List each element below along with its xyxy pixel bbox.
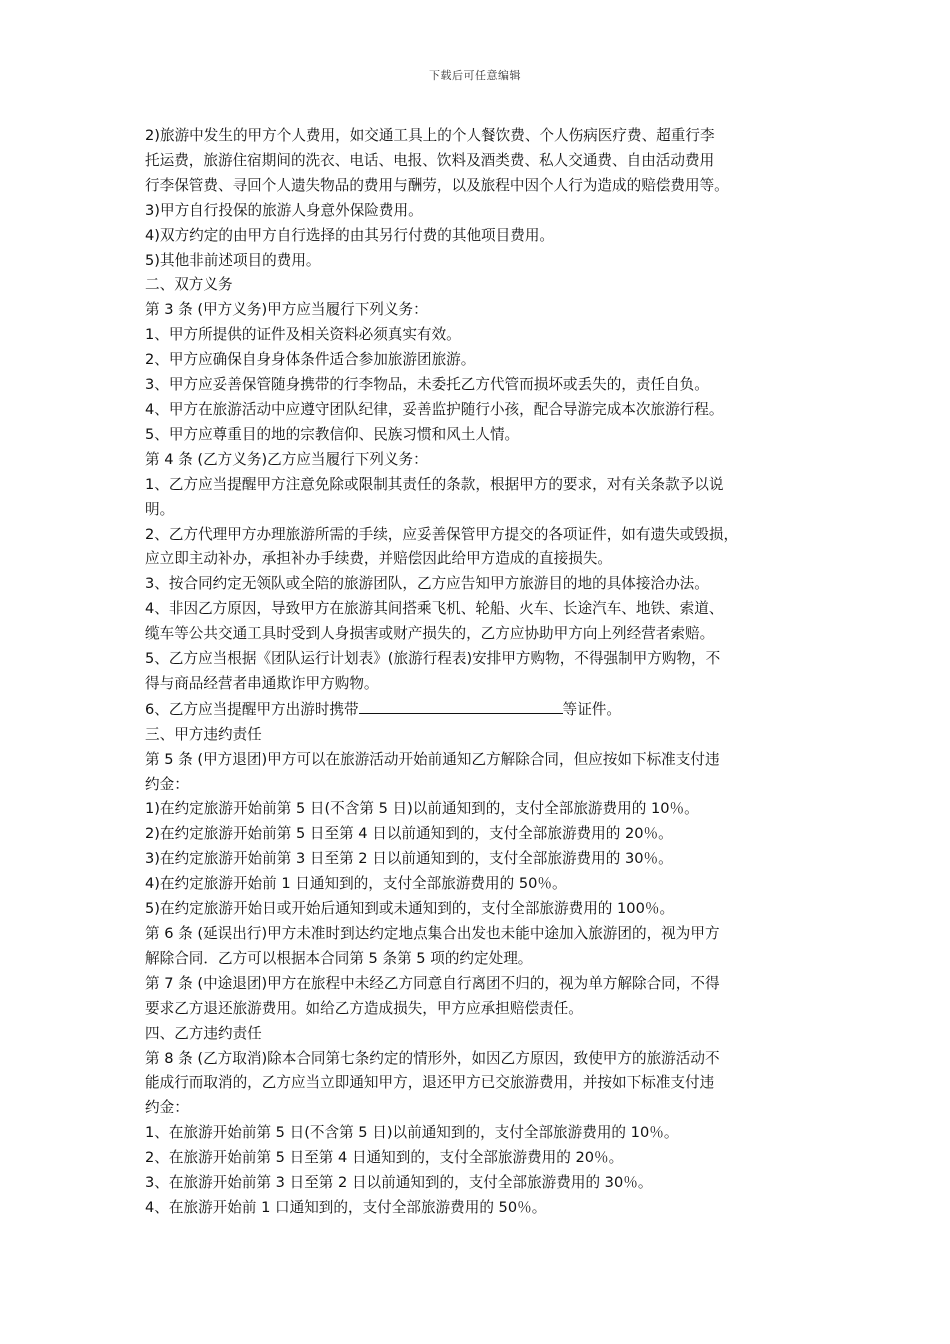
text-line: 3、按合同约定无领队或全陪的旅游团队，乙方应告知甲方旅游目的地的具体接洽办法。 [145,575,709,593]
text-line: 约金： [145,775,189,793]
text-line: 3)在约定旅游开始前第 3 日至第 2 日以前通知到的，支付全部旅游费用的 30％。 [145,850,673,868]
text-line: 2、乙方代理甲方办理旅游所需的手续，应妥善保管甲方提交的各项证件，如有遗失或毁损， [145,525,739,543]
text-line: 4、非因乙方原因，导致甲方在旅游其间搭乘飞机、轮船、火车、长途汽车、地铁、索道、 [145,600,724,618]
fill-in-line [145,697,813,723]
text-line: 缆车等公共交通工具时受到人身损害或财产损失的，乙方应协助甲方向上列经营者索赔。 [145,625,715,643]
page-header: 下载后可任意编辑 [429,69,521,82]
article-heading: 第 5 条 (甲方退团)甲方可以在旅游活动开始前通知乙方解除合同，但应按如下标准支付违 [145,750,720,768]
text-line: 4)在约定旅游开始前 1 日通知到的，支付全部旅游费用的 50％。 [145,875,567,893]
article-heading: 第 7 条 (中途退团)甲方在旅程中未经乙方同意自行离团不归的，视为单方解除合同，不得 [145,974,720,992]
text-line: 2、在旅游开始前第 5 日至第 4 日通知到的，支付全部旅游费用的 20％。 [145,1149,624,1167]
fill-in-prefix: 6、乙方应当提醒甲方出游时携带 [145,700,359,718]
text-line: 2、甲方应确保自身身体条件适合参加旅游团旅游。 [145,351,476,369]
text-line: 明。 [145,500,175,518]
text-line: 5)其他非前述项目的费用。 [145,251,321,269]
text-line: 1、乙方应当提醒甲方注意免除或限制其责任的条款，根据甲方的要求，对有关条款予以说 [145,475,724,493]
text-line: 2)旅游中发生的甲方个人费用，如交通工具上的个人餐饮费、个人伤病医疗费、超重行李 [145,127,715,144]
text-line: 5)在约定旅游开始日或开始后通知到或未通知到的，支付全部旅游费用的 100％。 [145,900,675,918]
text-line: 5、甲方应尊重目的地的宗教信仰、民族习惯和风土人情。 [145,425,520,443]
section-heading: 二、双方义务 [145,276,233,294]
section-heading: 四、乙方违约责任 [145,1024,262,1042]
text-line: 1)在约定旅游开始前第 5 日(不含第 5 日)以前通知到的，支付全部旅游费用的 10％。 [145,800,699,818]
text-line: 得与商品经营者串通欺诈甲方购物。 [145,674,379,692]
text-line: 3、在旅游开始前第 3 日至第 2 日以前通知到的，支付全部旅游费用的 30％。 [145,1174,653,1192]
text-line: 5、乙方应当根据《团队运行计划表》(旅游行程表)安排甲方购物，不得强制甲方购物，不 [145,650,721,668]
fill-in-suffix: 等证件。 [562,700,621,718]
article-heading: 第 4 条 (乙方义务)乙方应当履行下列义务： [145,450,428,468]
text-line: 4)双方约定的由甲方自行选择的由其另行付费的其他项目费用。 [145,226,555,244]
text-line: 1、在旅游开始前第 5 日(不含第 5 日)以前通知到的，支付全部旅游费用的 10％。 [145,1124,679,1142]
fill-in-blank[interactable] [359,697,563,714]
text-line: 2)在约定旅游开始前第 5 日至第 4 日以前通知到的，支付全部旅游费用的 20％。 [145,825,673,843]
text-line: 4、在旅游开始前 1 口通知到的，支付全部旅游费用的 50％。 [145,1198,547,1216]
text-line: 托运费，旅游住宿期间的洗衣、电话、电报、饮料及酒类费、私人交通费、自由活动费用 [145,151,715,169]
text-line: 4、甲方在旅游活动中应遵守团队纪律，妥善监护随行小孩，配合导游完成本次旅游行程。 [145,400,724,418]
text-line: 行李保管费、寻回个人遗失物品的费用与酬劳，以及旅程中因个人行为造成的赔偿费用等。 [145,176,729,194]
article-heading: 第 6 条 (延误出行)甲方未准时到达约定地点集合出发也未能中途加入旅游团的，视为甲方 [145,925,720,942]
section-heading: 三、甲方违约责任 [145,725,262,743]
text-line: 1、甲方所提供的证件及相关资料必须真实有效。 [145,326,461,344]
text-line: 约金： [145,1099,189,1117]
text-line: 解除合同．乙方可以根据本合同第 5 条第 5 项的约定处理。 [145,949,533,967]
text-line: 3、甲方应妥善保管随身携带的行李物品，未委托乙方代管而损坏或丢失的，责任自负。 [145,376,709,394]
text-line: 3)甲方自行投保的旅游人身意外保险费用。 [145,201,423,219]
article-heading: 第 3 条 (甲方义务)甲方应当履行下列义务： [145,301,428,319]
text-line: 要求乙方退还旅游费用。如给乙方造成损失，甲方应承担赔偿责任。 [145,999,583,1017]
article-heading: 第 8 条 (乙方取消)除本合同第七条约定的情形外，如因乙方原因，致使甲方的旅游活动不 [145,1049,720,1067]
text-line: 应立即主动补办，承担补办手续费，并赔偿因此给甲方造成的直接损失。 [145,550,613,568]
document-body [145,124,813,1221]
text-line: 能成行而取消的，乙方应当立即通知甲方，退还甲方已交旅游费用，并按如下标准支付违 [145,1074,715,1092]
